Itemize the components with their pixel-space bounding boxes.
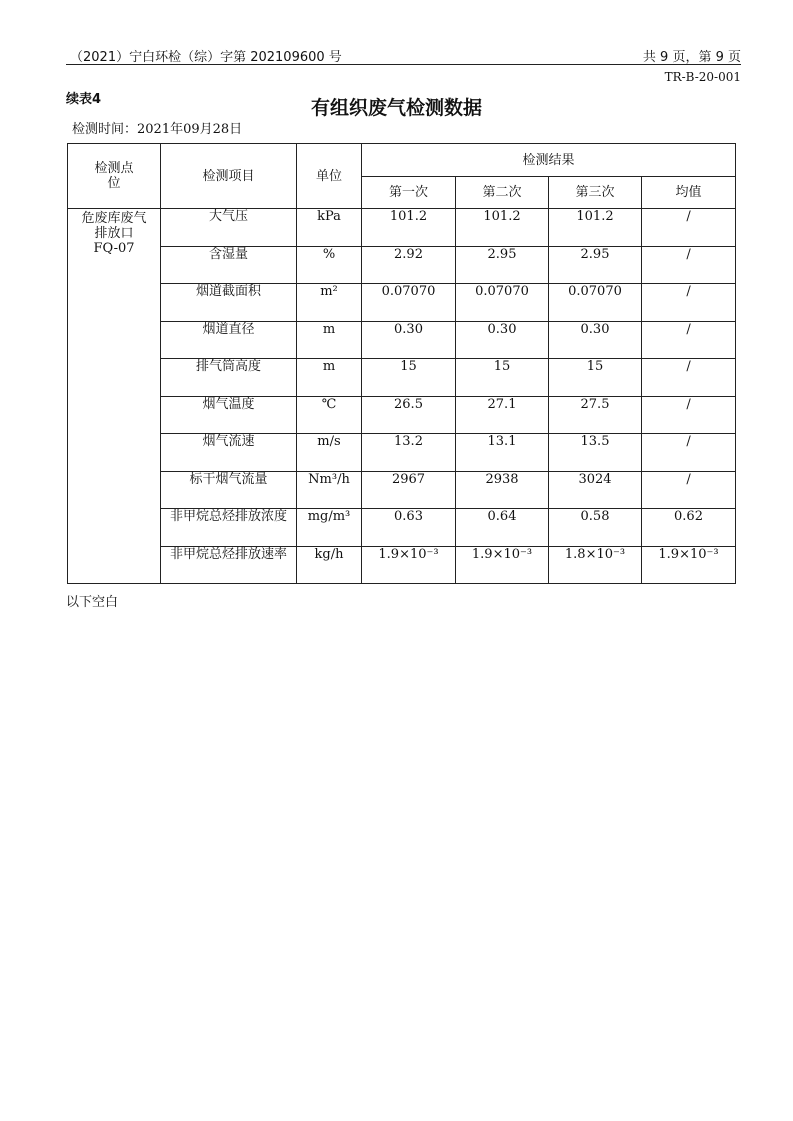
report-number: （2021）宁白环检（综）字第 202109600 号 — [70, 50, 342, 65]
value-cell: 15 — [456, 359, 549, 397]
item-cell: 烟道直径 — [161, 321, 297, 359]
value-cell: 13.2 — [362, 434, 456, 472]
value-cell: 0.30 — [362, 321, 456, 359]
unit-cell: m — [297, 321, 362, 359]
value-cell: 13.1 — [456, 434, 549, 472]
value-cell: 0.64 — [456, 509, 549, 547]
value-cell: 2.95 — [549, 246, 642, 284]
avg-cell: / — [642, 359, 736, 397]
table-row — [68, 434, 736, 472]
site-cell — [68, 209, 161, 584]
header-item: 检测项目 — [161, 144, 297, 209]
avg-cell: / — [642, 321, 736, 359]
detect-date-label: 检测时间： — [72, 122, 138, 137]
value-cell: 27.1 — [456, 396, 549, 434]
value-cell: 0.07070 — [549, 284, 642, 322]
value-cell: 15 — [549, 359, 642, 397]
item-cell: 大气压 — [161, 209, 297, 247]
item-cell: 烟道截面积 — [161, 284, 297, 322]
unit-cell: Nm³/h — [297, 471, 362, 509]
table-row — [68, 509, 736, 547]
document-code: TR-B-20-001 — [664, 70, 741, 84]
value-cell: 0.30 — [456, 321, 549, 359]
item-cell: 含湿量 — [161, 246, 297, 284]
unit-cell: ℃ — [297, 396, 362, 434]
value-cell: 101.2 — [549, 209, 642, 247]
table-row — [68, 209, 736, 247]
emission-data-table — [67, 143, 736, 584]
table-row — [68, 546, 736, 584]
avg-cell: 0.62 — [642, 509, 736, 547]
unit-cell: m — [297, 359, 362, 397]
value-cell: 26.5 — [362, 396, 456, 434]
detect-date — [72, 118, 242, 137]
unit-cell: m² — [297, 284, 362, 322]
table-row — [68, 471, 736, 509]
end-note: 以下空白 — [66, 595, 119, 610]
value-cell: 0.07070 — [362, 284, 456, 322]
avg-cell: / — [642, 284, 736, 322]
header-result: 检测结果 — [362, 144, 736, 177]
header-unit: 单位 — [297, 144, 362, 209]
unit-cell: m/s — [297, 434, 362, 472]
value-cell: 2.95 — [456, 246, 549, 284]
value-cell: 0.58 — [549, 509, 642, 547]
value-cell: 1.9×10⁻³ — [362, 546, 456, 584]
value-cell: 1.9×10⁻³ — [456, 546, 549, 584]
value-cell: 101.2 — [456, 209, 549, 247]
unit-cell: kg/h — [297, 546, 362, 584]
table-label: 续表4 — [66, 92, 102, 107]
header-run2: 第二次 — [456, 177, 549, 209]
value-cell: 0.30 — [549, 321, 642, 359]
avg-cell: / — [642, 246, 736, 284]
site-line: 危废库废气 — [81, 211, 147, 226]
value-cell: 2967 — [362, 471, 456, 509]
table-row — [68, 246, 736, 284]
table-row — [68, 321, 736, 359]
item-cell: 非甲烷总烃排放浓度 — [161, 509, 297, 547]
header-divider — [66, 64, 741, 65]
item-cell: 烟气流速 — [161, 434, 297, 472]
unit-cell: kPa — [297, 209, 362, 247]
value-cell: 101.2 — [362, 209, 456, 247]
item-cell: 标干烟气流量 — [161, 471, 297, 509]
value-cell: 1.8×10⁻³ — [549, 546, 642, 584]
value-cell: 3024 — [549, 471, 642, 509]
table-row — [68, 284, 736, 322]
unit-cell: % — [297, 246, 362, 284]
avg-cell: / — [642, 471, 736, 509]
header-avg: 均值 — [642, 177, 736, 209]
value-cell: 2938 — [456, 471, 549, 509]
site-line: 排放口 — [94, 226, 134, 241]
avg-cell: / — [642, 434, 736, 472]
avg-cell: 1.9×10⁻³ — [642, 546, 736, 584]
value-cell: 2.92 — [362, 246, 456, 284]
value-cell: 15 — [362, 359, 456, 397]
detect-date-value: 2021年09月28日 — [137, 122, 243, 137]
header-run1: 第一次 — [362, 177, 456, 209]
header-site: 检测点位 — [68, 144, 161, 209]
item-cell: 非甲烷总烃排放速率 — [161, 546, 297, 584]
value-cell: 27.5 — [549, 396, 642, 434]
item-cell: 烟气温度 — [161, 396, 297, 434]
page-title: 有组织废气检测数据 — [310, 97, 482, 119]
table-row — [68, 359, 736, 397]
item-cell: 排气筒高度 — [161, 359, 297, 397]
value-cell: 0.63 — [362, 509, 456, 547]
value-cell: 13.5 — [549, 434, 642, 472]
site-code: FQ-07 — [93, 241, 135, 256]
table-row — [68, 396, 736, 434]
header-run3: 第三次 — [549, 177, 642, 209]
avg-cell: / — [642, 209, 736, 247]
value-cell: 0.07070 — [456, 284, 549, 322]
avg-cell: / — [642, 396, 736, 434]
unit-cell: mg/m³ — [297, 509, 362, 547]
page-count: 共 9 页，第 9 页 — [642, 50, 741, 65]
